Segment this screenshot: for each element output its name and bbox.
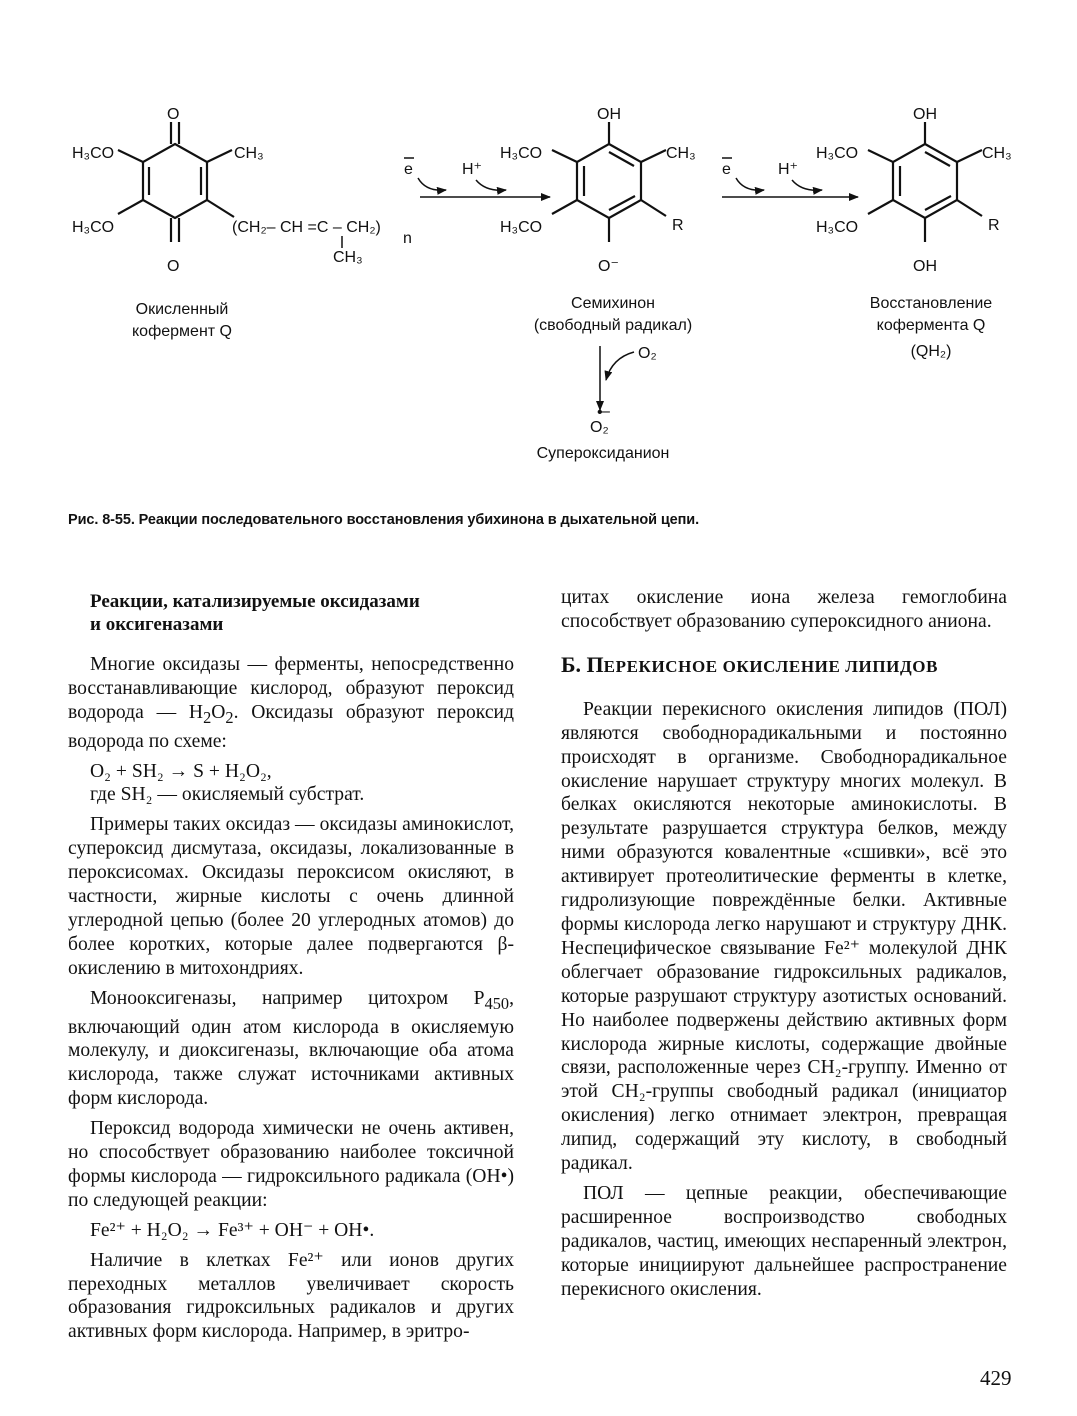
paragraph-continuation: цитах окисление иона железа гемоглобина способствует образованию супероксидного аниона. [561, 587, 1007, 632]
right-column [561, 586, 1007, 1307]
isoprenoid-chain: (CH₂– CH =C – CH₂) [232, 219, 381, 236]
methoxy-top-label: H₃CO [816, 145, 859, 162]
phenoxide-oxygen: O⁻ [598, 258, 619, 275]
molecule3-name-line2: кофермента Q [876, 317, 986, 334]
hydroxyl-top: OH [913, 106, 937, 123]
figure-caption: Рис. 8-55. Реакции последовательного восстановления убихинона в дыхательной цепи. [68, 512, 700, 528]
repeat-index-n: n [403, 230, 412, 247]
methoxy-top-label: H₃CO [72, 145, 115, 162]
paragraph-lipid-peroxidation: Реакции перекисного окисления липидов (ПОЛ) являются свободнорадикальными и постоянно происходят в организме. Свободнорадикальное окисление нарушает структуру многих молекул. В белках окисляются некоторые аминокислоты. В результате разрушается структура белков, между ними образуются ковалентные «сшивки», всё это активирует протеолитические ферменты в клетке, гидролизующие повреждённые белки. Активные формы кислорода легко нарушают и структуру ДНК. Неспецифическое связывание Fe²⁺ молекулой ДНК облегчает образование гидроксильных радикалов, которые разрушают структуру азотистых оснований. Но наиболее подвержены действию активных форм кислорода жирные кислоты, содержащие двойные связи, расположенные через CH₂-группу. Именно от этой CH₂-группы свободный радикал (инициатор окисления) легко отнимает электрон, превращая липид, содержащий эту кислоту, в свободный радикал. [561, 698, 1007, 1175]
methyl-label: CH₃ [666, 145, 696, 162]
proton-label-1: H⁺ [462, 161, 482, 178]
proton-label-2: H⁺ [778, 161, 798, 178]
paragraph-oxygenases: Монооксигеназы, например цитохром $P_{450}$, включающий один атом кислорода в окисляемую молекулу, и диоксигеназы, включающие оба атома кислорода, также служат источниками активных форм кислорода. [68, 987, 514, 1110]
molecule2-name-line2: (свободный радикал) [533, 317, 693, 334]
methoxy-bottom-label: H₃CO [72, 219, 115, 236]
molecule3-name-line3: (QH₂) [910, 343, 952, 360]
methyl-label: CH₃ [982, 145, 1012, 162]
carbonyl-oxygen-top: O [167, 106, 180, 123]
semiquinone [500, 106, 696, 334]
section-heading-lipid-peroxidation: Б. ПЕРЕКИСНОЕ ОКИСЛЕНИЕ ЛИПИДОВ [561, 651, 939, 677]
svg-text:•: • [597, 404, 603, 421]
page-number: 429 [980, 1366, 1012, 1390]
methyl-label: CH₃ [234, 145, 264, 162]
superoxide-formula: O₂ [590, 419, 609, 436]
superoxide-name: Супероксиданион [536, 445, 670, 462]
hydroxyl-bottom: OH [913, 258, 937, 275]
molecule2-name-line1: Семихинон [571, 295, 655, 312]
methoxy-top-label: H₃CO [500, 145, 543, 162]
reaction-arrow-2 [722, 158, 858, 197]
reaction-arrow-1 [404, 158, 550, 197]
paragraph-transition-metals: Наличие в клетках Fe²⁺ или ионов других переходных металлов увеличивает скорость образования гидроксильных радикалов и других активных форм кислорода. Например, в эритро- [68, 1249, 514, 1343]
paragraph-hydrogen-peroxide: Пероксид водорода химически не очень активен, но способствует образованию наиболее токсичной формы кислорода — гидроксильного радикала (OH•) по следующей реакции: [68, 1118, 514, 1211]
methoxy-bottom-label: H₃CO [816, 219, 859, 236]
section-heading: Реакции, катализируемые оксидазами и оксигеназами [90, 591, 420, 635]
paragraph-oxidases: Многие оксидазы — ферменты, непосредственно восстанавливающие кислород, образуют пероксид водорода — $H_2O_2$. Оксидазы образуют пероксид водорода по схеме: [68, 654, 514, 752]
paragraph-oxidase-examples: Примеры таких оксидаз — оксидазы аминокислот, супероксид дисмутаза, оксидазы, локализованные в пероксисомах. Оксидазы пероксисом окисляют, в частности, жирные кислоты с очень длинной углеродной цепью (более 20 углеродных атомов) до более коротких, которые далее подвергаются β-окислению в митохондриях. [68, 814, 514, 979]
molecule1-name-line2: кофермент Q [132, 323, 232, 340]
hydroxyl-top: OH [597, 106, 621, 123]
superoxide-side-reaction [537, 345, 670, 462]
reduced-coenzyme-q [816, 106, 1012, 360]
carbonyl-oxygen-bottom: O [167, 258, 180, 275]
ubiquinone-reduction-scheme [0, 0, 1077, 480]
r-group-label: R [988, 217, 1000, 234]
isoprenoid-methyl: CH₃ [333, 249, 363, 266]
r-group-label: R [672, 217, 684, 234]
molecule1-name-line1: Окисленный [135, 301, 229, 318]
oxidized-coenzyme-q [72, 106, 412, 340]
paragraph-chain-reactions: ПОЛ — цепные реакции, обеспечивающие расширенное воспроизводство свободных радикалов, частиц, имеющих неспаренный электрон, которые инициируют дальнейшее распространение перекисного окисления. [561, 1182, 1007, 1300]
svg-text:–: – [601, 403, 610, 420]
oxygen-molecule-label: O₂ [638, 345, 657, 362]
equation-oxidase: O₂ + SH₂ → S + H₂O₂, [90, 760, 272, 782]
equation-fenton: Fe²⁺ + H₂O₂ → Fe³⁺ + OH⁻ + OH•. [90, 1219, 375, 1241]
electron-label-2: e [722, 161, 731, 178]
left-column [68, 586, 514, 1350]
equation-where: где SH₂ — окисляемый субстрат. [90, 784, 365, 806]
molecule3-name-line1: Восстановление [869, 295, 993, 312]
electron-label-1: e [404, 161, 413, 178]
methoxy-bottom-label: H₃CO [500, 219, 543, 236]
